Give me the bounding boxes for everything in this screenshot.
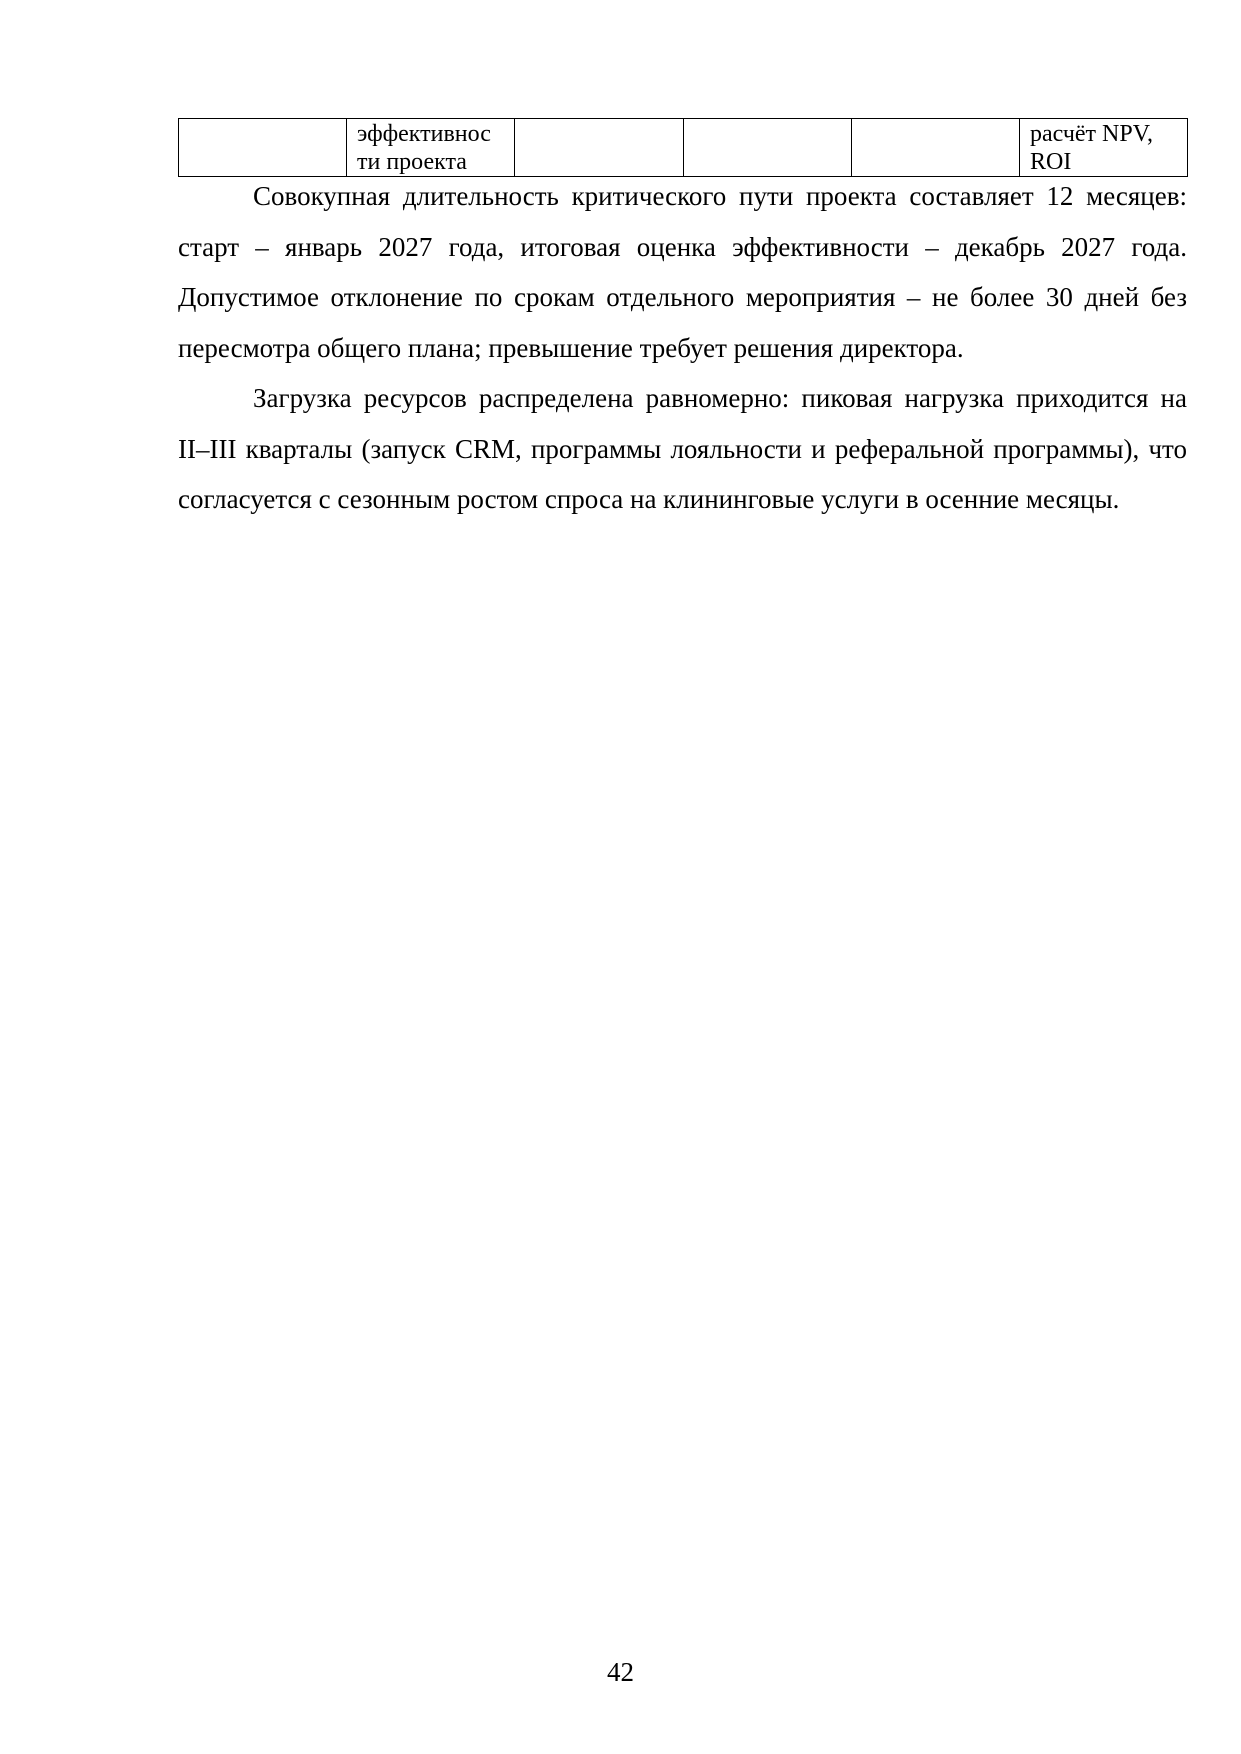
table-cell-text: эффективнос ти проекта (357, 121, 491, 175)
paragraph-critical-path: Совокупная длительность критического пути проекта составляет 12 месяцев: старт – январь 2027 года, итоговая оценка эффективности – декабрь 2027 года. Допустимое отклонение по срокам отдельного мероприятия – не более 30 дней без пересмотра общего плана; превышение требует решения директора. (178, 181, 1187, 363)
page-number: 42 (607, 1657, 634, 1687)
table-cell (684, 119, 852, 177)
body-text (178, 171, 1187, 525)
table-cell (347, 119, 515, 177)
table-cell (179, 119, 347, 177)
table-row (179, 119, 1188, 177)
table-cell (852, 119, 1020, 177)
table-continuation (178, 118, 1188, 177)
table-cell (1020, 119, 1188, 177)
paragraph-resource-load: Загрузка ресурсов распределена равномерно: пиковая нагрузка приходится на II–III кварталы (запуск CRM, программы лояльности и реферальной программы), что согласуется с сезонным ростом спроса на клининговые услуги в осенние месяцы. (178, 383, 1187, 514)
table-cell-text: расчёт NPV, ROI (1030, 121, 1153, 175)
table-cell (515, 119, 684, 177)
